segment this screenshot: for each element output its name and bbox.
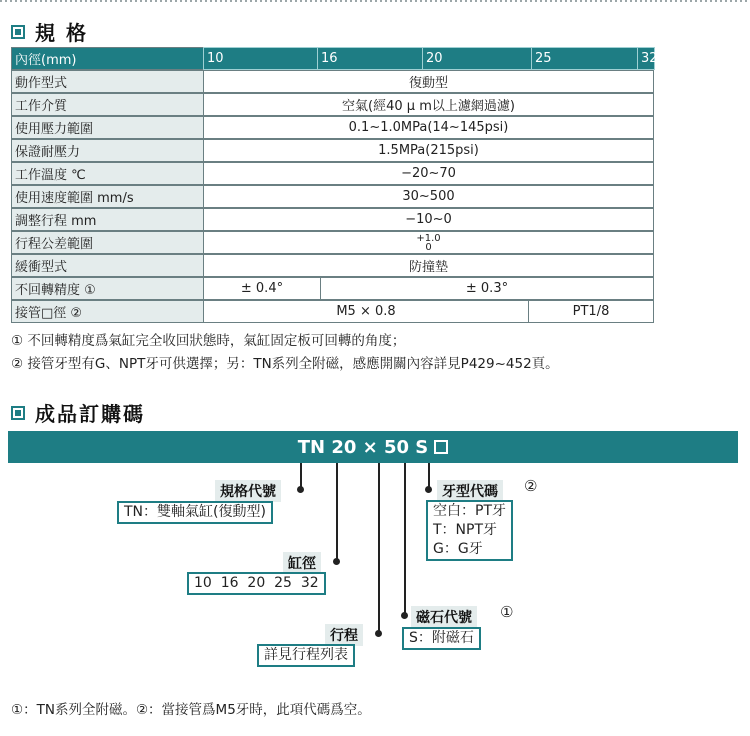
bore-label: 缸徑 <box>283 552 321 574</box>
magnet-value: S：附磁石 <box>409 630 474 646</box>
stroke-dot <box>375 630 382 637</box>
thread-value-npt: T：NPT牙 <box>433 522 498 538</box>
stroke-value: 詳見行程列表 <box>264 647 348 663</box>
thread-value-blank: 空白：PT牙 <box>433 503 506 519</box>
spec-row-value: 1.5MPa(215psi) <box>203 139 654 162</box>
thread-value-g: G：G牙 <box>433 541 483 557</box>
stroke-label: 行程 <box>325 624 363 646</box>
spec-code-value: TN：雙軸氣缸(復動型) <box>124 504 266 520</box>
spec-code-label: 規格代號 <box>215 480 281 502</box>
spec-row-label: 動作型式 <box>11 70 204 93</box>
spec-section-title: 規 格 <box>35 21 88 45</box>
bore-20: 20 <box>422 47 532 70</box>
accuracy-value-small: ± 0.4° <box>203 277 321 300</box>
magnet-box <box>402 627 481 650</box>
spec-note-1: ① 不回轉精度爲氣缸完全收回狀態時，氣缸固定板可回轉的角度； <box>11 333 406 349</box>
bore-32: 32 <box>637 47 655 70</box>
thread-box <box>426 500 513 561</box>
thread-note-mark: ② <box>524 477 538 495</box>
order-section-title: 成品訂購碼 <box>35 402 145 426</box>
spec-row-label: 行程公差範圍 <box>11 231 204 254</box>
bore-values: 10 16 20 25 32 <box>194 575 319 591</box>
magnet-label: 磁石代號 <box>411 606 477 628</box>
order-section-header <box>11 398 145 427</box>
spec-row-value: −10~0 <box>203 208 654 231</box>
top-dotted-border <box>0 0 750 2</box>
bore-box <box>187 572 326 595</box>
bore-dot <box>333 558 340 565</box>
stroke-box <box>257 644 355 667</box>
bore-10: 10 <box>203 47 318 70</box>
spec-row-label: 使用壓力範圍 <box>11 116 204 139</box>
spec-row-value: 復動型 <box>203 70 654 93</box>
square-bullet-icon <box>11 406 25 420</box>
spec-code-dot <box>297 486 304 493</box>
spec-note-2: ② 接管牙型有G、NPT牙可供選擇；另：TN系列全附磁，感應開關內容詳見P429~452頁。 <box>11 356 559 372</box>
spec-section-header <box>11 17 88 46</box>
spec-row-label: 工作介質 <box>11 93 204 116</box>
bore-16: 16 <box>317 47 423 70</box>
accuracy-label: 不回轉精度 ① <box>11 277 204 300</box>
thread-label: 牙型代碼 <box>437 480 503 502</box>
bore-line <box>336 463 338 561</box>
bore-header-label: 內徑(mm) <box>11 47 204 70</box>
spec-row-label: 保證耐壓力 <box>11 139 204 162</box>
accuracy-value-large: ± 0.3° <box>320 277 654 300</box>
stroke-line <box>378 463 380 633</box>
bore-25: 25 <box>531 47 638 70</box>
spec-row-value: 空氣(經40 μ m以上濾網過濾) <box>203 93 654 116</box>
magnet-dot <box>401 612 408 619</box>
spec-row-value: 防撞墊 <box>203 254 654 277</box>
spec-row-label: 調整行程 mm <box>11 208 204 231</box>
spec-row-label: 緩衝型式 <box>11 254 204 277</box>
port-value-m5: M5 × 0.8 <box>203 300 529 323</box>
spec-row-label: 工作溫度 ℃ <box>11 162 204 185</box>
spec-row-value: −20~70 <box>203 162 654 185</box>
stroke-tolerance-value <box>203 231 654 254</box>
spec-row-label: 使用速度範圍 mm/s <box>11 185 204 208</box>
port-label: 接管□徑 ② <box>11 300 204 323</box>
square-bullet-icon <box>11 25 25 39</box>
port-value-pt: PT1/8 <box>528 300 654 323</box>
empty-code-box-icon <box>434 440 448 454</box>
order-note: ①：TN系列全附磁。②：當接管爲M5牙時，此項代碼爲空。 <box>11 702 371 718</box>
magnet-note-mark: ① <box>500 603 514 621</box>
spec-grid <box>11 47 658 323</box>
spec-code-box <box>117 501 273 524</box>
tolerance-lower: 0 <box>425 241 432 253</box>
order-code-bar <box>8 431 738 463</box>
spec-row-value: 30~500 <box>203 185 654 208</box>
magnet-line <box>404 463 406 615</box>
thread-dot <box>425 486 432 493</box>
spec-row-value: 0.1~1.0MPa(14~145psi) <box>203 116 654 139</box>
tolerance-upper: +1.0 <box>416 232 441 244</box>
order-code-text: TN 20 × 50 S <box>297 436 429 458</box>
